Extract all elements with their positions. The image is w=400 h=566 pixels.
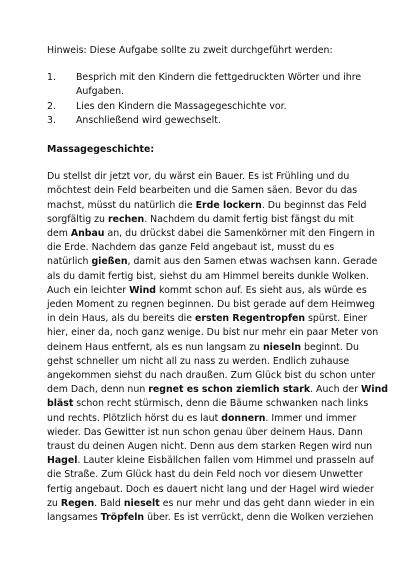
instruction-number: 3.: [47, 114, 56, 126]
story-segment: als du damit fertig bist, siehst du am Himmel bereits dunkle Wolken.: [47, 270, 369, 282]
story-line: [47, 227, 375, 241]
bold-keyword: gießen: [91, 256, 128, 268]
story-line: [47, 270, 367, 284]
story-line: [47, 355, 367, 369]
story-segment: , damit aus den Samen etwas wachsen kann. Gerade: [127, 256, 378, 268]
story-line: [47, 326, 379, 340]
story-line: [47, 241, 367, 255]
story-segment: wieder. Das Gewitter ist nun schon genau über deinem Haus. Dann: [47, 426, 363, 438]
story-line: [47, 284, 367, 298]
story-segment: . Lauter kleine Eisbällchen fallen vom Himmel und prasseln auf: [77, 455, 374, 467]
story-line: [47, 454, 374, 468]
bold-keyword: donnern: [221, 412, 266, 424]
story-segment: natürlich: [47, 256, 92, 268]
story-segment: . Bald: [94, 497, 124, 509]
story-line: [47, 184, 367, 198]
story-text: [47, 170, 388, 525]
story-line: [47, 483, 374, 497]
instruction-text: Besprich mit den Kindern die fettgedruckten Wörter und ihre Aufgaben.: [76, 72, 362, 98]
story-line: [47, 383, 388, 397]
story-segment: an, du drückst dabei die Samenkörner mit den Fingern in: [104, 228, 375, 240]
bold-keyword: Hagel: [47, 455, 78, 467]
story-line: [47, 511, 374, 525]
story-line: [47, 497, 375, 511]
story-segment: dem Dach, denn nun: [47, 384, 149, 396]
story-segment: hier, einer da, noch ganz wenige. Du bist nur mehr ein paar Meter von: [47, 327, 379, 339]
story-segment: . Nachdem du damit fertig bist fängst du mit: [144, 213, 354, 225]
story-line: [47, 397, 367, 411]
instruction-list: [47, 71, 367, 128]
story-segment: zu: [47, 497, 61, 509]
story-segment: sorgfältig zu: [47, 213, 108, 225]
bold-keyword: Regen: [60, 497, 95, 509]
bold-keyword: nieselt: [123, 497, 160, 509]
story-segment: und rechts. Plötzlich hörst du es laut: [47, 412, 222, 424]
story-segment: spürst. Einer: [305, 313, 368, 325]
instruction-text: Lies den Kindern die Massagegeschichte vor.: [76, 100, 287, 112]
story-segment: gehst schneller um nicht all zu nass zu werden. Endlich zuhause: [47, 355, 350, 367]
story-segment: es nur mehr und das geht dann wieder in ein: [159, 497, 375, 509]
story-segment: . Auch der: [310, 384, 362, 396]
story-line: [47, 426, 367, 440]
worksheet-page: [47, 44, 388, 525]
bold-keyword: nieseln: [262, 341, 302, 353]
story-segment: in dein Haus, als du bereits die: [47, 313, 196, 325]
story-segment: jeden Moment zu regnen beginnen. Du bist gerade auf dem Heimweg: [47, 299, 375, 311]
story-segment: langsames: [47, 512, 101, 524]
story-segment: kommt schon auf. Es sieht aus, als würde es: [156, 284, 367, 296]
bold-keyword: rechen: [107, 213, 145, 225]
story-paragraph: [47, 170, 388, 525]
story-segment: . Immer und immer: [265, 412, 357, 424]
story-segment: angekommen siehst du nach draußen. Zum Glück bist du schon unter: [47, 370, 376, 382]
story-segment: über. Es ist verrückt, denn die Wolken verziehen: [144, 512, 374, 524]
story-segment: beginnt. Du: [301, 341, 359, 353]
story-line: [47, 298, 375, 312]
instruction-number: 2.: [47, 100, 56, 112]
story-line: [47, 312, 367, 326]
instruction-text: Anschließend wird gewechselt.: [76, 114, 221, 126]
story-line: [47, 468, 367, 482]
story-line: [47, 412, 367, 426]
story-line: [47, 341, 367, 355]
story-segment: fertig angebaut. Doch es dauert nicht lang und der Hagel wird wieder: [47, 483, 374, 495]
bold-keyword: Tröpfeln: [100, 512, 145, 524]
story-segment: . Du beginnst das Feld: [261, 199, 367, 211]
instruction-item: [47, 71, 367, 99]
instruction-number: 1.: [47, 72, 56, 84]
story-segment: schon recht stürmisch, denn die Bäume schwanken nach links: [73, 398, 369, 410]
story-line: [47, 255, 378, 269]
bold-keyword: regnet es schon ziemlich stark: [148, 384, 311, 396]
story-line: [47, 440, 373, 454]
bold-keyword: Erde lockern: [195, 199, 262, 211]
story-segment: traust du deinen Augen nicht. Denn aus dem starken Regen wird nun: [47, 441, 373, 453]
story-segment: deinem Haus entfernt, als es nun langsam zu: [47, 341, 263, 353]
story-segment: machst, müsst du natürlich die: [47, 199, 196, 211]
bold-keyword: Wind: [361, 384, 388, 396]
hint-text: Hinweis: Diese Aufgabe sollte zu zweit durchgeführt werden:: [47, 45, 333, 56]
instruction-item: [47, 114, 367, 128]
bold-keyword: ersten Regentropfen: [195, 313, 306, 325]
story-segment: Auch ein leichter: [47, 284, 130, 296]
bold-keyword: Wind: [129, 284, 157, 296]
story-line: [47, 170, 367, 184]
story-segment: die Erde. Nachdem das ganze Feld angebaut ist, musst du es: [47, 242, 335, 254]
story-segment: dem: [47, 228, 71, 240]
story-segment: die Straße. Zum Glück hast du dein Feld noch vor diesem Unwetter: [47, 469, 363, 481]
bold-keyword: Anbau: [70, 228, 105, 240]
story-line: [47, 199, 367, 213]
story-line: [47, 213, 367, 227]
story-segment: möchtest dein Feld bearbeiten und die Samen säen. Bevor du das: [47, 185, 358, 197]
story-title: Massagegeschichte:: [47, 144, 155, 156]
bold-keyword: bläst: [47, 398, 74, 410]
story-line: [47, 369, 376, 383]
story-segment: Du stellst dir jetzt vor, du wärst ein Bauer. Es ist Frühling und du: [47, 171, 350, 183]
instruction-item: [47, 100, 367, 114]
